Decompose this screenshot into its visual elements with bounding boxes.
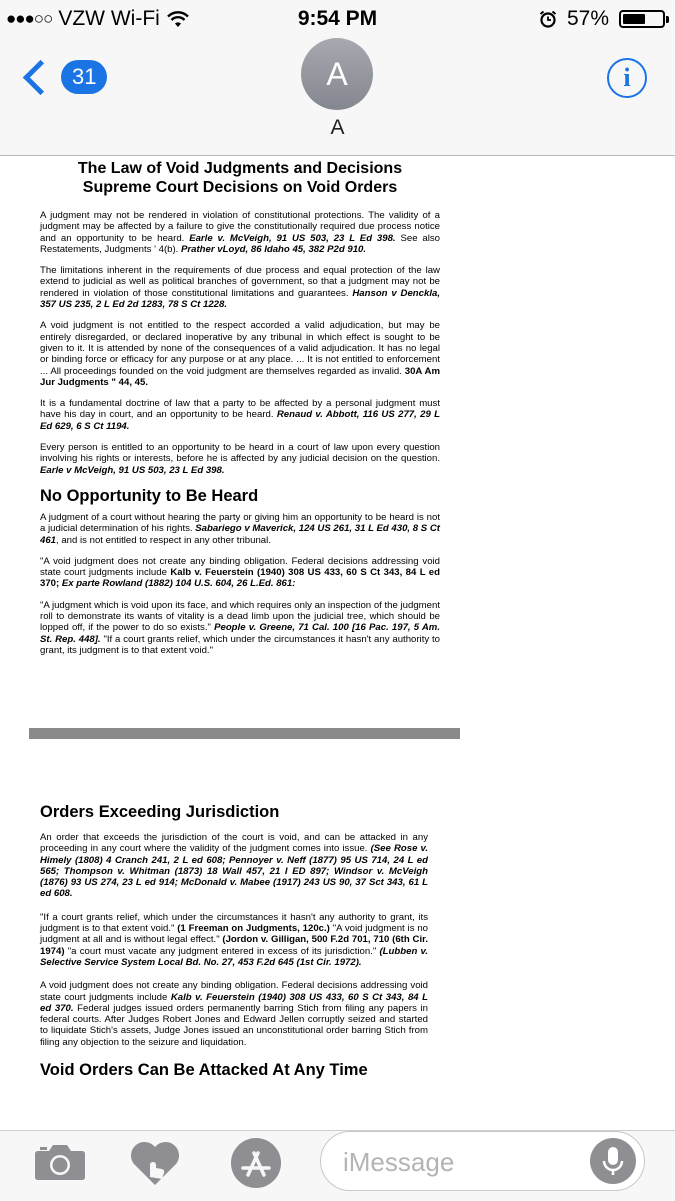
paragraph (40, 600, 440, 656)
document-title (40, 159, 440, 197)
citation: People v. Greene, 71 Cal. 100 [16 Pac. 197, 5 Am. St. Rep. 448]. (40, 622, 440, 645)
citation: Earle v McVeigh, 91 US 503, 23 L Ed 398. (40, 464, 225, 476)
back-button[interactable] (20, 60, 107, 94)
citation: Sabariego v Maverick, 124 US 261, 31 L Ed 430, 8 S Ct 461 (40, 523, 440, 546)
citation: Kalb v. Feuerstein (1940) 308 US 433, 60 S Ct 343, 84 L ed 370. (40, 991, 428, 1014)
paragraph (40, 442, 440, 476)
title-line-1: The Law of Void Judgments and Decisions (77, 160, 403, 177)
text: See also Restatements, Judgments ' 4(b). (40, 232, 440, 255)
document-page-1 (0, 156, 675, 706)
citation: (See Rose v. Himely (1808) 4 Cranch 241, 2 L ed 608; Pennoyer v. Neff (1877) 95 US 714, 24 L ed 565; Thompson v. Whitman (1873) 18 Wall 457, 21 I ED 897; Windsor v. McVeigh (1876) 93 US 274, 23 L ed 914; McDonald v. Mabee (1917) 243 US 90, 37 Sct 343, 61 L ed 608. (40, 843, 428, 900)
info-button[interactable]: i (607, 58, 647, 98)
signal-strength-icon: ●●●○○ (6, 9, 53, 28)
text: "A judgment which is void upon its face, and which requires only an inspection of the judgment roll to demonstrate its wants of vitality is a dead limb upon the judicial tree, which should be lopped off, if the power to do so exists." (40, 599, 440, 634)
message-toolbar (0, 1130, 675, 1201)
citation: Kalb v. Feuerstein (1940) 308 US 433, 60 S Ct 343, 84 L ed 370; (40, 567, 440, 590)
imessage-input[interactable] (320, 1131, 645, 1191)
chevron-left-icon (23, 59, 58, 94)
section-heading: No Opportunity to Be Heard (40, 486, 259, 505)
paragraph (40, 980, 428, 1048)
text: "A void judgment is no judgment at all and is without legal effect." (40, 923, 428, 946)
digital-touch-heart-icon[interactable] (128, 1137, 182, 1189)
text: "a court must vacate any judgment entered in excess of its jurisdiction." (64, 945, 380, 957)
microphone-button[interactable] (590, 1138, 636, 1184)
app-store-icon[interactable] (226, 1137, 286, 1189)
citation: Prather vLoyd, 86 Idaho 45, 382 P2d 910. (181, 243, 367, 255)
contact-avatar[interactable]: A (301, 38, 373, 110)
citation: (Lubben v. Selective Service System Local Bd. No. 27, 453 F.2d 645 (1st Cir. 1972). (40, 945, 429, 968)
paragraph (40, 832, 428, 900)
text: An order that exceeds the jurisdiction of the court is void, and can be attacked in any proceeding in any court where the validity of the judgment comes into issue. (40, 832, 428, 855)
microphone-icon (590, 1138, 636, 1184)
section-heading: Void Orders Can Be Attacked At Any Time (40, 1061, 368, 1080)
text: A void judgment is not entitled to the respect accorded a valid adjudication, but may be entirely disregarded, or declared inoperative by any tribunal in which effect is sought to be given to it. It is attended by none of the consequences of a valid adjudication. It has no legal or binding force or efficacy for any purpose or at any place. ... It is not entitled to enforcement ... All proceedings founded on the void judgment are themselves regarded as invalid. (40, 320, 440, 377)
page-divider (29, 728, 460, 739)
citation: Hanson v Denckla, 357 US 235, 2 L Ed 2d 1283, 78 S Ct 1228. (40, 287, 441, 311)
title-line-2: Supreme Court Decisions on Void Orders (82, 179, 398, 196)
conversation-header (0, 38, 675, 156)
text: A void judgment does not create any binding obligation. Federal decisions addressing void state court judgments include (40, 980, 428, 1003)
document-attachment[interactable] (0, 156, 675, 1130)
citation: Earle v. McVeigh, 91 US 503, 23 L Ed 398. (189, 232, 396, 244)
text: Federal judges issued orders permanently barring Stich from filing any papers in federal courts. After Judges Robert Jones and Edward Jellen corruptly seized and started to liquidate Stich's assets, Judge Jones issued an unconstitutional order barring Stich from filing any objection to the seizure and liquidation. (40, 1002, 428, 1048)
section-heading: Orders Exceeding Jurisdiction (40, 803, 280, 821)
carrier-label: VZW Wi-Fi (58, 7, 160, 30)
paragraph (40, 398, 440, 432)
battery-icon (619, 10, 665, 28)
citation: 30A Am Jur Judgments " 44, 45. (40, 365, 441, 388)
status-bar (0, 0, 675, 38)
text: "If a court grants relief, which under the circumstances it hasn't any authority to grant, its judgment is to that extent void." (40, 911, 428, 935)
text: "A void judgment does not create any binding obligation. Federal decisions addressing void state court judgments include (40, 555, 440, 579)
text: It is a fundamental doctrine of law that a party to be affected by a personal judgment must have his day in court, and an opportunity to be heard. (40, 398, 440, 421)
text: A judgment of a court without hearing the party or giving him an opportunity to be heard is not a judicial determination of his rights. (40, 511, 440, 535)
battery-fill (623, 14, 645, 24)
paragraph (40, 512, 440, 546)
citation: (Jordon v. Gilligan, 500 F.2d 701, 710 (6th Cir. 1974) (40, 934, 428, 957)
imessage-placeholder: iMessage (343, 1147, 455, 1177)
camera-icon[interactable] (34, 1141, 86, 1181)
text: The limitations inherent in the requirements of due process and equal protection of the law extend to judicial as well as political branches of government, so that a judgment may not be rendered in violation of those constitutional limitations and guarantees. (40, 265, 440, 299)
citation: Ex parte Rowland (1882) 104 U.S. 604, 26 L.Ed. 861: (59, 578, 296, 590)
document-page-2 (40, 802, 428, 1090)
text: "If a court grants relief, which under the circumstances it hasn't any authority to grant, its judgment is to that extent void." (40, 633, 440, 656)
paragraph (40, 210, 440, 255)
paragraph (40, 556, 440, 590)
text: , and is not entitled to respect in any other tribunal. (56, 534, 271, 546)
paragraph (40, 265, 440, 310)
status-time: 9:54 PM (297, 7, 378, 30)
contact-name[interactable]: A (330, 116, 345, 139)
text: A judgment may not be rendered in violation of constitutional protections. The validity of a judgment may be affected by a failure to give the constitutionally required due process notice and an opportunity to be heard. (40, 210, 440, 244)
unread-count-badge: 31 (61, 60, 107, 94)
text: Every person is entitled to an opportunity to be heard in a court of law upon every question involving his rights or interests, before he is affected by any judicial decision on the question. (40, 442, 440, 465)
paragraph (40, 320, 440, 388)
battery-percent: 57% (566, 7, 609, 30)
citation: (1 Freeman on Judgments, 120c.) (177, 923, 330, 935)
alarm-clock-icon (539, 10, 557, 28)
paragraph (40, 912, 428, 968)
citation: Renaud v. Abbott, 116 US 277, 29 L Ed 629, 6 S Ct 1194. (40, 409, 441, 432)
